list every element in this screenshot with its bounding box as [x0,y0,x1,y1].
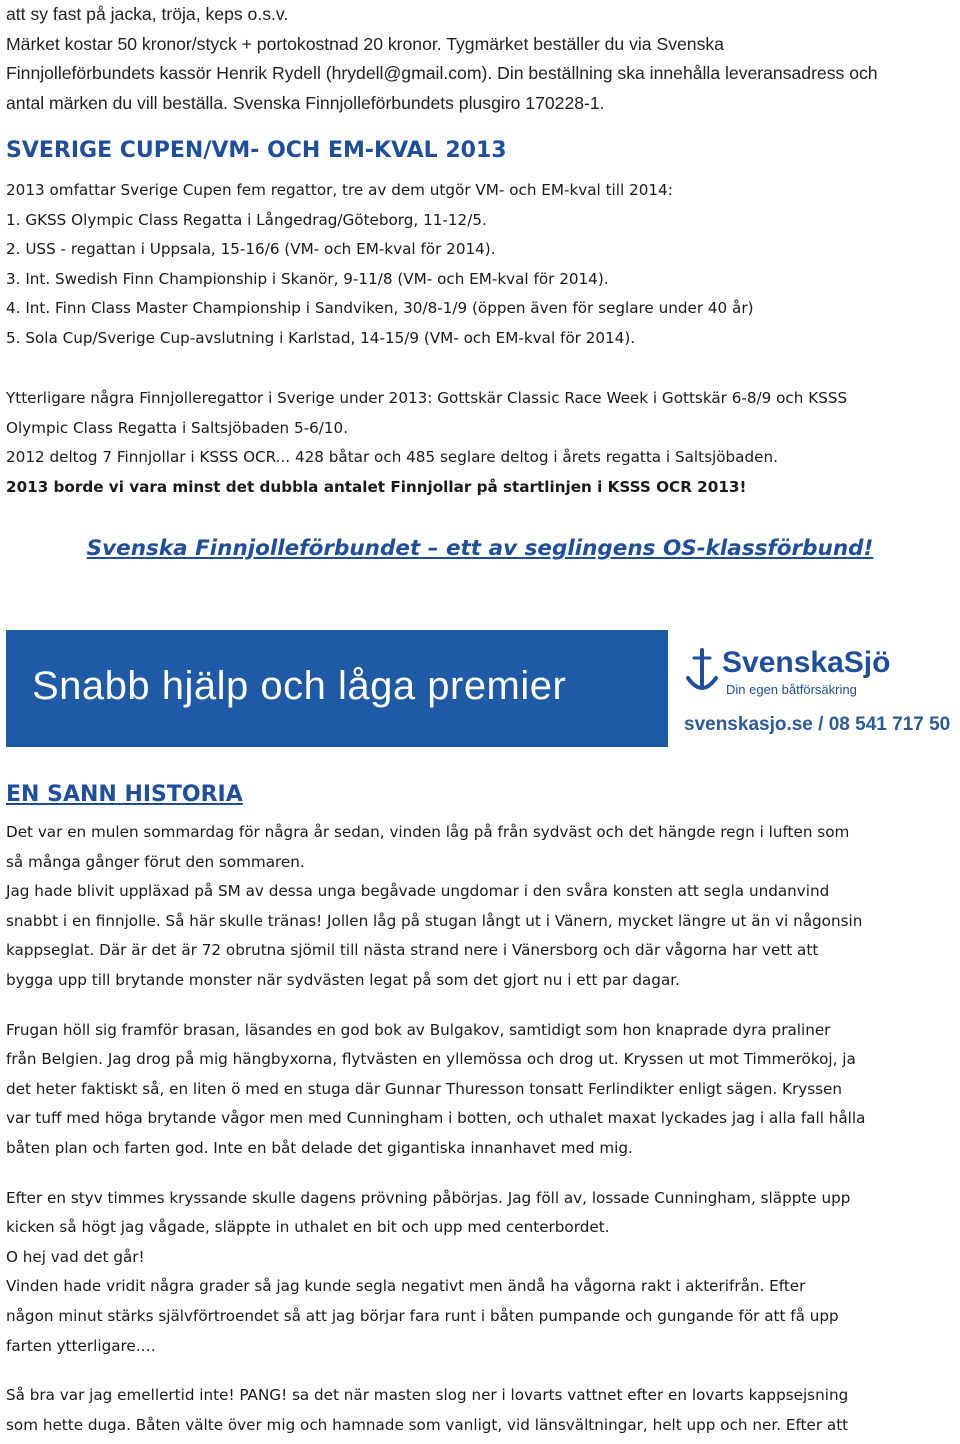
story-line: var tuff med höga brytande vågor men med Cunningham i botten, och uthalet maxat lyckades jag i alla fall hålla [6,1109,866,1128]
banner-left-panel [6,630,668,747]
banner-headline: Snabb hjälp och låga premier [32,664,567,708]
cup-intro-line: 2013 omfattar Sverige Cupen fem regattor, tre av dem utgör VM- och EM-kval till 2014: [6,181,673,199]
regatta-item: 3. Int. Swedish Finn Championship i Skanör, 9-11/8 (VM- och EM-kval för 2014). [6,269,609,288]
story-line: Frugan höll sig framför brasan, läsandes en god bok av Bulgakov, samtidigt som hon knaprade dyra praliner [6,1020,831,1039]
anchor-icon [682,644,722,700]
story-line: från Belgien. Jag drog på mig hängbyxorna, flytvästen en yllemössa och drog ut. Kryssen ut mot Timmerökoj, ja [6,1050,856,1069]
regatta-item: 5. Sola Cup/Sverige Cup-avslutning i Karlstad, 14-15/9 (VM- och EM-kval för 2014). [6,328,636,347]
story-line: kappseglat. Där är det är 72 obrutna sjömil till nästa strand nere i Vänersborg och där vågorna har vett att [6,941,819,960]
paragraph-gap [6,1164,954,1184]
story-line: som hette duga. Båten välte över mig och hamnade som vanligt, vid länsvältningar, helt upp och ner. Efter att [6,1415,849,1434]
intro-text [6,0,954,118]
brand-tagline: Din egen båtförsäkring [726,682,857,697]
paragraph-gap [6,1361,954,1381]
extra-line: Ytterligare några Finnjolleregattor i Sverige under 2013: Gottskär Classic Race Week i Gottskär 6-8/9 och KSSS [6,389,848,407]
intro-line: att sy fast på jacka, tröja, keps o.s.v. [6,4,289,24]
brand-name: SvenskaSjö [722,646,891,679]
story-line: båten plan och farten god. Inte en båt delade det gigantiska innanhavet med mig. [6,1138,633,1157]
story-line: snabbt i en finnjolle. Så här skulle tränas! Jollen låg på stugan långt ut i Vänern, mycket längre ut än vi någonsin [6,911,863,930]
cup-regatta-list [6,176,954,354]
extra-line: 2012 deltog 7 Finnjollar i KSSS OCR... 428 båtar och 485 seglare deltog i årets regatta i Saltsjöbaden. [6,448,778,467]
cup-heading: SVERIGE CUPEN/VM- OCH EM-KVAL 2013 [6,138,507,163]
intro-line: Märket kostar 50 kronor/styck + portokostnad 20 kronor. Tygmärket beställer du via Svenska [6,33,724,54]
story-line: Vinden hade vridit några grader så jag kunde segla negativt men ändå ha vågorna rakt i akterifrån. Efter [6,1277,806,1296]
story-line: det heter faktiskt så, en liten ö med en stuga där Gunnar Thuresson tonsatt Ferlindikter enligt sägen. Kryssen [6,1079,842,1098]
regatta-item: 1. GKSS Olympic Class Regatta i Långedrag/Göteborg, 11-12/5. [6,210,487,229]
story-line: kicken så högt jag vågade, släppte in uthalet en bit och upp med centerbordet. [6,1218,610,1237]
intro-line: Finnjolleförbundets kassör Henrik Rydell (hrydell@gmail.com). Din beställning ska innehålla leveransadress och [6,63,878,83]
slogan-heading: Svenska Finnjolleförbundet – ett av seglingens OS-klassförbund! [86,536,874,561]
story-line: så många gånger förut den sommaren. [6,852,305,871]
story-line: någon minut stärks självförtroendet så att jag börjar fara runt i båten pumpande och gungande för att få upp [6,1306,839,1325]
extra-line: Olympic Class Regatta i Saltsjöbaden 5-6/10. [6,418,349,437]
extra-regattas-text [6,384,954,502]
story-line: O hej vad det går! [6,1247,145,1266]
story-heading: EN SANN HISTORIA [6,782,243,807]
story-line: bygga upp till brytande monster när sydvästen legat på som det gjort nu i ett par dagar. [6,970,680,989]
story-line: Det var en mulen sommardag för några år sedan, vinden låg på från sydväst och det hängde regn i luften som [6,823,850,841]
regatta-item: 2. USS - regattan i Uppsala, 15-16/6 (VM- och EM-kval för 2014). [6,240,496,259]
advertisement-banner[interactable] [6,630,958,747]
story-line: farten ytterligare.… [6,1336,156,1355]
extra-bold-line: 2013 borde vi vara minst det dubbla antalet Finnjollar på startlinjen i KSSS OCR 2013! [6,477,747,496]
brand-contact[interactable]: svenskasjo.se / 08 541 717 50 [684,714,951,735]
story-line: Jag hade blivit uppläxad på SM av dessa unga begåvade ungdomar i den svåra konsten att segla undanvind [6,882,830,901]
paragraph-gap [6,996,954,1016]
intro-line: antal märken du vill beställa. Svenska Finnjolleförbundets plusgiro 170228-1. [6,92,605,113]
banner-brand-panel [668,630,958,747]
story-text [6,818,954,1440]
regatta-item: 4. Int. Finn Class Master Championship i Sandviken, 30/8-1/9 (öppen även för seglare under 40 år) [6,299,754,318]
story-line: Så bra var jag emellertid inte! PANG! sa det när masten slog ner i lovarts vattnet efter en lovarts kappsejsning [6,1386,849,1405]
story-line: Efter en styv timmes kryssande skulle dagens prövning påbörjas. Jag föll av, lossade Cunningham, släppte upp [6,1188,851,1207]
